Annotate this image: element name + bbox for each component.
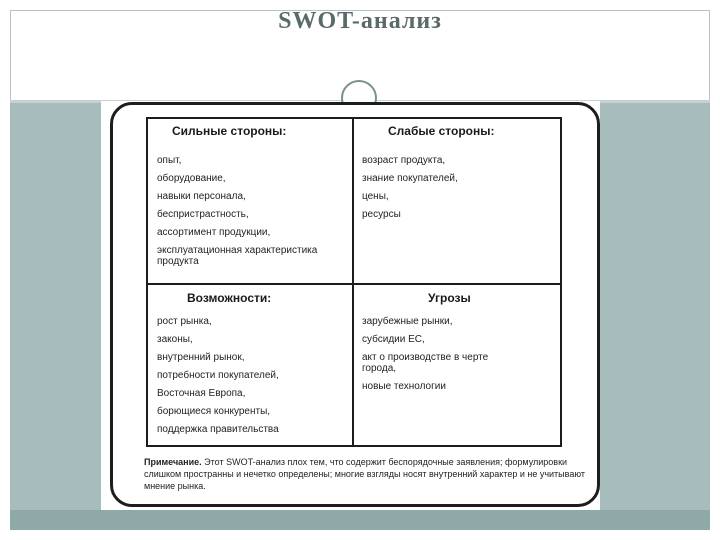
list-item: ассортимент продукции, [157, 227, 271, 238]
slide-title: SWOT-анализ [278, 8, 442, 34]
list-item: эксплуатационная характеристика продукта [157, 245, 318, 267]
list-item: зарубежные рынки, [362, 316, 453, 327]
list-item: беспристрастность, [157, 209, 249, 220]
list-item: рост рынка, [157, 316, 212, 327]
opportunities-list [157, 313, 349, 439]
bottom-bar [10, 510, 710, 530]
threats-heading: Угрозы [428, 291, 471, 305]
list-item: поддержка правительства [157, 424, 279, 435]
list-item: борющиеся конкуренты, [157, 406, 271, 417]
weaknesses-heading: Слабые стороны: [388, 124, 495, 138]
list-item: законы, [157, 334, 193, 345]
list-item: цены, [362, 191, 389, 202]
weaknesses-list [362, 152, 554, 224]
list-item: возраст продукта, [362, 155, 446, 166]
list-item: ресурсы [362, 209, 401, 220]
matrix-vertical-divider [352, 117, 354, 447]
list-item: оборудование, [157, 173, 226, 184]
list-item: субсидии ЕС, [362, 334, 425, 345]
strengths-heading: Сильные стороны: [172, 124, 287, 138]
list-item: Восточная Европа, [157, 388, 246, 399]
left-side-band [10, 101, 101, 528]
right-side-band [600, 101, 710, 528]
list-item: новые технологии [362, 381, 446, 392]
list-item: знание покупателей, [362, 173, 458, 184]
list-item: внутренний рынок, [157, 352, 245, 363]
opportunities-heading: Возможности: [187, 291, 272, 305]
strengths-list [157, 152, 349, 271]
list-item: потребности покупателей, [157, 370, 279, 381]
list-item: опыт, [157, 155, 182, 166]
list-item: навыки персонала, [157, 191, 246, 202]
threats-list [362, 313, 512, 396]
note-label: Примечание. [144, 457, 202, 467]
matrix-horizontal-divider [146, 283, 562, 285]
list-item: акт о производстве в черте города, [362, 352, 489, 374]
note-text: Этот SWOT-анализ плох тем, что содержит беспорядочные заявления; формулировки слишком пространны и нечетко определены; многие взгляды носят внутренний характер и не учитывают мнение рынка. [144, 457, 585, 491]
swot-note [144, 456, 594, 492]
